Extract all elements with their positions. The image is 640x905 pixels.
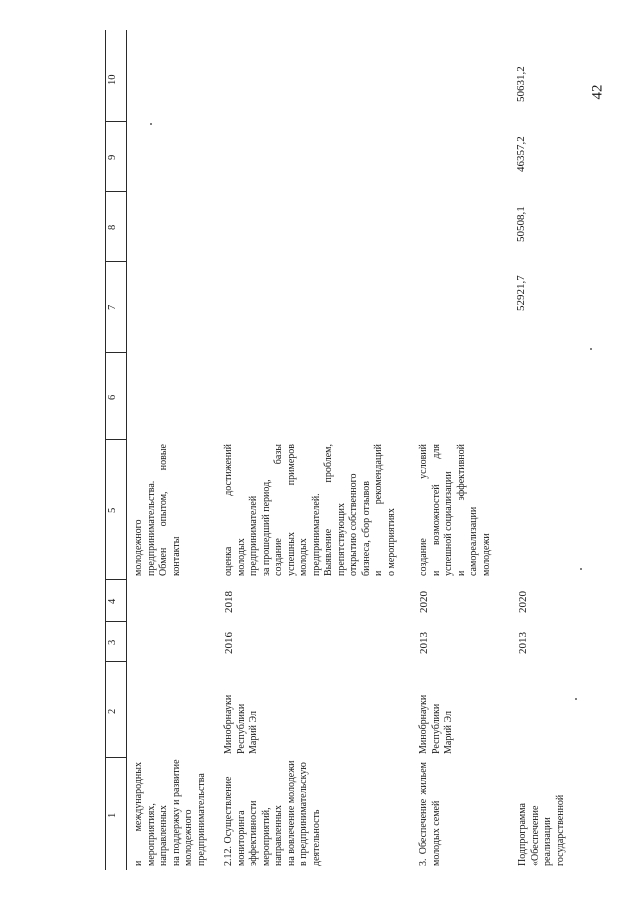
row3-col3: 2013 xyxy=(517,632,529,654)
header-col-9: 9 xyxy=(107,154,118,160)
row1-col1: 2.12. Осуществление мониторинга эффективности мероприятий, направленных на вовлечение молодежи в предпринимательскую деятельность xyxy=(223,760,322,866)
header-bottom-rule xyxy=(126,30,127,870)
table-top-rule xyxy=(105,30,106,870)
scan-speck xyxy=(590,348,592,350)
row1-col5: оценка достижений молодых предпринимателей за прошедший период, создание базы успешных примеров молодых предпринимателей. Выявление проблем, препятствующих открытию собственного бизнеса, сбор отзывов и рекомендаций о мероприятиях xyxy=(223,444,397,576)
scan-speck xyxy=(150,123,152,125)
rotated-table xyxy=(70,30,630,870)
scan-speck xyxy=(575,698,577,700)
header-separator xyxy=(105,579,126,580)
row0-col5: молодежного предпринимательства. Обмен опытом, новые контакты xyxy=(133,444,182,576)
row3-col1: Подпрограмма «Обеспечение реализации государственной xyxy=(517,794,566,866)
row0-col1: и международных мероприятиях, направленных на поддержку и развитие молодежного предпринимательства xyxy=(133,759,207,866)
header-col-10: 10 xyxy=(107,74,118,85)
row2-col2: Минобрнауки Республики Марий Эл xyxy=(418,694,454,754)
row3-col4: 2020 xyxy=(517,591,529,613)
header-col-4: 4 xyxy=(107,598,118,604)
header-separator xyxy=(105,621,126,622)
header-separator xyxy=(105,757,126,758)
row2-col5: создание условий и возможностей для успешной социализации и эффективной самореализации молодежи xyxy=(418,444,492,576)
row1-col2: Минобрнауки Республики Марий Эл xyxy=(223,694,259,754)
scan-speck xyxy=(580,568,582,570)
row1-col4: 2018 xyxy=(223,591,235,613)
header-col-1: 1 xyxy=(107,812,118,818)
header-col-8: 8 xyxy=(107,224,118,230)
header-col-6: 6 xyxy=(107,394,118,400)
header-separator xyxy=(105,191,126,192)
row2-col1: 3. Обеспечение жильем молодых семей xyxy=(418,762,442,866)
page-number: 42 xyxy=(589,84,606,100)
header-separator xyxy=(105,261,126,262)
value-col9: 46357,2 xyxy=(515,136,527,172)
header-col-3: 3 xyxy=(107,639,118,645)
value-col7: 52921,7 xyxy=(515,275,527,311)
header-col-7: 7 xyxy=(107,304,118,310)
value-col8: 50508,1 xyxy=(515,206,527,242)
header-separator xyxy=(105,121,126,122)
value-col10: 50631,2 xyxy=(515,66,527,102)
header-separator xyxy=(105,439,126,440)
header-col-5: 5 xyxy=(107,507,118,513)
row2-col3: 2013 xyxy=(418,632,430,654)
header-separator xyxy=(105,661,126,662)
header-col-2: 2 xyxy=(107,708,118,714)
header-separator xyxy=(105,352,126,353)
row1-col3: 2016 xyxy=(223,632,235,654)
row2-col4: 2020 xyxy=(418,591,430,613)
